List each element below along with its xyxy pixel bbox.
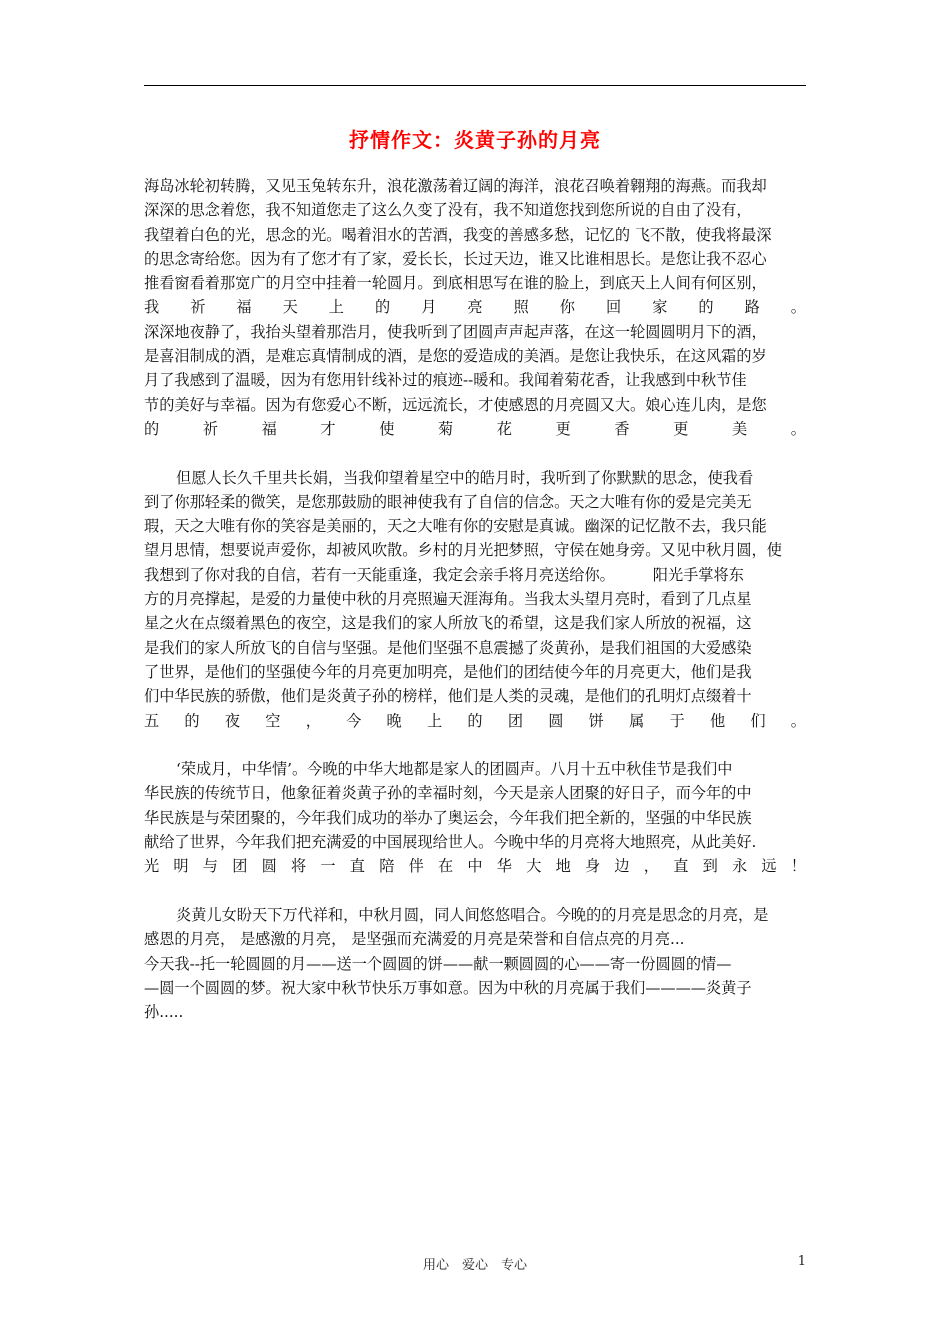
text-line: 到了你那轻柔的微笑，是您那鼓励的眼神使我有了自信的信念。天之大唯有你的爱是完美无 xyxy=(144,492,752,511)
text-line: —圆一个圆圆的梦。祝大家中秋节快乐万事如意。因为中秋的月亮属于我们————炎黄子 xyxy=(144,978,752,997)
text-line: 我 祈 福 天 上 的 月 亮 照 你 回 家 的 路 。 xyxy=(144,298,806,317)
text-line: 孙..... xyxy=(144,1003,184,1022)
text-line: 的 祈 福 才 使 菊 花 更 香 更 美 。 xyxy=(144,419,806,438)
document-body xyxy=(144,174,806,1024)
text-line: 深深的思念着您，我不知道您走了这么久变了没有，我不知道您找到您所说的自由了没有， xyxy=(144,201,752,220)
footer-motto: 用心 爱心 专心 xyxy=(422,1258,527,1273)
text-line: 光 明 与 团 圆 将 一 直 陪 伴 在 中 华 大 地 身 边 ， 直 到 永 远 ！ xyxy=(144,857,806,876)
text-line: 方的月亮撑起，是爱的力量使中秋的月亮照遍天涯海角。当我太头望月亮时，看到了几点星 xyxy=(144,590,752,609)
text-line: 感恩的月亮， 是感激的月亮， 是坚强而充满爱的月亮是荣誉和自信点亮的月亮... xyxy=(144,930,685,949)
text-line: 但愿人长久千里共长娟，当我仰望着星空中的皓月时，我听到了你默默的思念，使我看 xyxy=(176,468,754,487)
text-line: 华民族的传统节日，他象征着炎黄子孙的幸福时刻，今天是亲人团聚的好日子，而今年的中 xyxy=(144,784,752,803)
paragraph-3 xyxy=(144,757,806,878)
text-line: 今天我--托一轮圆圆的月——送一个圆圆的饼——献一颗圆圆的心——寄一份圆圆的情— xyxy=(144,954,732,973)
text-line: 月了我感到了温暖，因为有您用针线补过的痕迹--暖和。我闻着菊花香，让我感到中秋节佳 xyxy=(144,371,747,390)
text-line: 的思念寄给您。因为有了您才有了家，爱长长，长过天边，谁又比谁相思长。是您让我不忍心 xyxy=(144,249,767,268)
text-line: 了世界，是他们的坚强使今年的月亮更加明亮，是他们的团结使今年的月亮更大，他们是我 xyxy=(144,662,752,681)
text-line: 节的美好与幸福。因为有您爱心不断，远远流长，才使感恩的月亮圆又大。娘心连儿肉，是您 xyxy=(144,395,767,414)
text-line: 献给了世界，今年我们把充满爱的中国展现给世人。今晚中华的月亮将大地照亮，从此美好. xyxy=(144,833,757,852)
text-line: 是我们的家人所放飞的自信与坚强。是他们坚强不息震撼了炎黄孙，是我们祖国的大爱感染 xyxy=(144,638,752,657)
text-line: 炎黄儿女盼天下万代祥和，中秋月圆，同人间悠悠唱合。今晚的的月亮是思念的月亮，是 xyxy=(176,905,769,924)
text-line: 瑕，天之大唯有你的笑容是美丽的，天之大唯有你的安慰是真诚。幽深的记忆散不去，我只能 xyxy=(144,517,767,536)
text-line: 海岛冰轮初转腾，又见玉兔转东升，浪花激荡着辽阔的海洋，浪花召唤着翱翔的海燕。而我却 xyxy=(144,177,767,195)
text-line: 是喜泪制成的酒，是难忘真情制成的酒，是您的爱造成的美酒。是您让我快乐，在这风霜的岁 xyxy=(144,347,767,366)
paragraph-1 xyxy=(144,174,806,441)
text-line: 华民族是与荣团聚的，今年我们成功的举办了奥运会，今年我们把全新的，坚强的中华民族 xyxy=(144,808,752,827)
paragraph-2 xyxy=(144,466,806,733)
text-line: 望月思情，想要说声爱你，却被风吹散。乡村的月光把梦照，守侯在她身旁。又见中秋月圆，使 xyxy=(144,541,782,560)
document-title: 抒情作文：炎黄子孙的月亮 xyxy=(349,128,601,152)
text-line: ‘荣成月，中华情’。今晚的中华大地都是家人的团圆声。八月十五中秋佳节是我们中 xyxy=(176,760,733,779)
text-line: 推看窗看着那宽广的月空中挂着一轮圆月。到底相思写在谁的脸上，到底天上人间有何区别， xyxy=(144,274,767,293)
text-line: 我望着白色的光，思念的光。喝着泪水的苦酒，我变的善感多愁，记忆的 飞不散，使我将最深 xyxy=(144,225,772,244)
text-line: 五 的 夜 空 ， 今 晚 上 的 团 圆 饼 属 于 他 们 。 xyxy=(144,711,806,730)
text-line: 们中华民族的骄傲，他们是炎黄子孙的榜样，他们是人类的灵魂，是他们的孔明灯点缀着十 xyxy=(144,687,752,706)
paragraph-4 xyxy=(144,903,806,1024)
text-line: 星之火在点缀着黑色的夜空，这是我们的家人所放飞的希望，这是我们家人所放的祝福，这 xyxy=(144,614,752,633)
header-rule xyxy=(144,85,806,86)
page-number: 1 xyxy=(797,1254,806,1269)
text-line: 深深地夜静了，我抬头望着那浩月，使我听到了团圆声声起声落，在这一轮圆圆明月下的酒， xyxy=(144,322,767,341)
text-line: 我想到了你对我的自信，若有一天能重逢，我定会亲手将月亮送给你。 阳光手掌将东 xyxy=(144,565,744,584)
